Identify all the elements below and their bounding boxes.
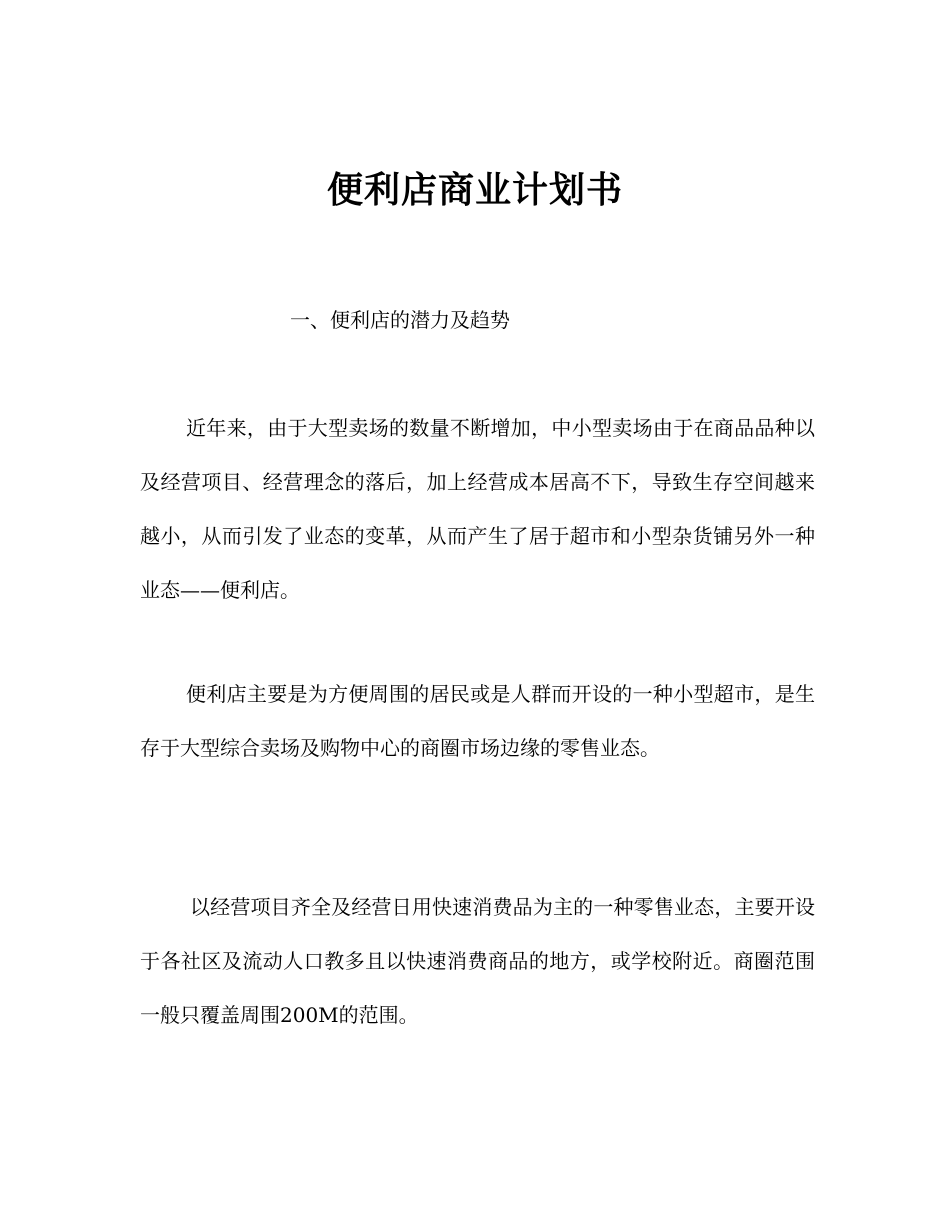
body-paragraph: 近年来，由于大型卖场的数量不断增加，中小型卖场由于在商品品种以及经营项目、经营理念的落后，加上经营成本居高不下，导致生存空间越来越小，从而引发了业态的变革，从而产生了居于超市和小型杂货铺另外一种业态——便利店。	[140, 416, 815, 602]
document-title: 便利店商业计划书	[326, 169, 623, 211]
section-heading: 一、便利店的潜力及趋势	[290, 308, 510, 332]
body-paragraph: 便利店主要是为方便周围的居民或是人群而开设的一种小型超市，是生存于大型综合卖场及购物中心的商圈市场边缘的零售业态。	[140, 682, 815, 760]
body-paragraph: 以经营项目齐全及经营日用快速消费品为主的一种零售业态，主要开设于各社区及流动人口教多且以快速消费商品的地方，或学校附近。商圈范围一般只覆盖周围200M的范围。	[140, 895, 815, 1027]
